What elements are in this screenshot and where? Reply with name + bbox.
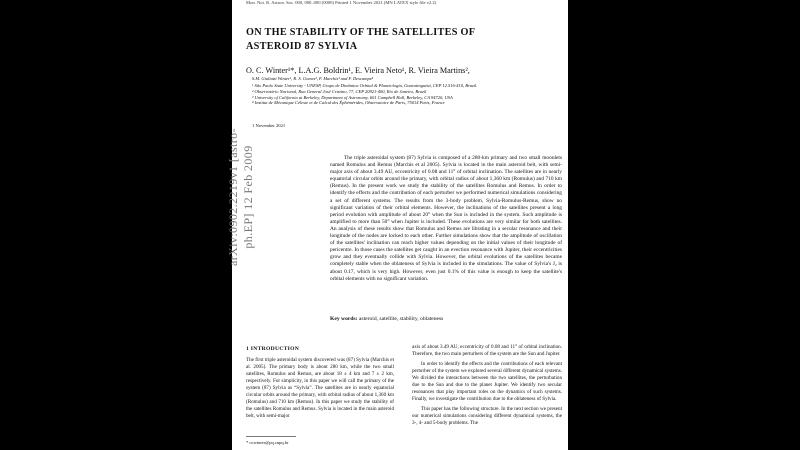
date-line: 1 November 2021 [252, 123, 286, 128]
footnote-email: * ocwinter@pq.cnpq.br [246, 440, 289, 445]
affiliations [252, 83, 477, 106]
right-column [412, 344, 562, 430]
title-line-2: ASTEROID 87 SYLVIA [246, 41, 358, 52]
arxiv-sidebar-label: arXiv:0902.2219v1 [astro-ph.EP] 12 Feb 2009 [226, 128, 255, 266]
intro-paragraph-3: This paper has the following structure. In the next section we present our numerical simulations considering different dynamical systems, the 3-, 4- and 5-body problems. The [412, 406, 562, 426]
paper-title [246, 26, 475, 54]
paper-page [226, 0, 568, 450]
coauthor-list: S.M. Giuliatti Winter¹, R. S. Gomes², F. Marchis³ and F. Descamps⁴ [252, 76, 374, 81]
section-heading-introduction: 1 INTRODUCTION [246, 346, 300, 352]
keywords-label: Key words: [330, 316, 358, 322]
intro-paragraph-2: In order to identify the effects and the contributions of each relevant perturber of the system we explored several different dynamical systems. We divided the interactions between the two satellites, the perturbation due to the Sun and due to the planet Jupiter. We identify two secular resonances that play important roles on the dynamics of such systems. Finally, we investigate the contribution due to the oblateness of Sylvia. [412, 361, 562, 402]
intro-paragraph-1: The first triple asteroidal system discovered was (87) Sylvia (Marchis et al. 2005). The primary body is about 280 km, while the two small satellites, Romulus and Remus, are about 18 ± 4 km and 7 ± 2 km, respectively. For simplicity, in this paper we will call the primary of the system (87) Sylvia as “Sylvia”. The satellites are in nearly equatorial circular orbits around the primary, with orbital radius of about 1,360 km (Romulus) and 710 km (Remus). In this paper we study the stability of the satellites Romulus and Remus. Sylvia is located in the main asteroid belt, with semi-major [246, 357, 394, 419]
affiliation-3: ³ University of California at Berkeley, Department of Astronomy, 601 Campbell Hall, Berkeley, CA 94720, USA [252, 94, 453, 100]
intro-paragraph-continued: axis of about 3.49 AU, eccentricity of 0.08 and 11° of orbital inclination. Therefore, the two main perturbers of the system are the Sun and Jupiter. [412, 344, 562, 357]
affiliation-2: ² Observatório Nacional, Rua General José Cristino, 77, CEP 20921-400, Rio de Janeiro, Brazil [252, 88, 427, 94]
keywords-text: asteroid, satellite, stability, oblateness [358, 316, 444, 322]
title-line-1: ON THE STABILITY OF THE SATELLITES OF [246, 27, 476, 38]
affiliation-4: ⁴ Institut de Mécanique Céleste et de Calcul des Éphémérides, Observatoire de Paris, 75014 Paris, France [252, 100, 445, 106]
journal-header: Mon. Not. R. Astron. Soc. 000, 000–000 (0000) Printed 1 November 2021 (MN LATEX style file v2.2) [246, 0, 437, 5]
affiliation-1: ¹ São Paulo State University - UNESP, Grupo de Dinâmica Orbital & Planetologia, Guaratinguetá, CEP 12.516-410, Brazil. [252, 83, 478, 88]
left-column [246, 357, 394, 423]
footnote-rule [246, 436, 296, 437]
author-list: O. C. Winter¹*, L.A.G. Boldrin¹, E. Vieira Neto¹, R. Vieira Martins², [246, 66, 470, 75]
keywords [330, 316, 443, 322]
abstract: The triple asteroidal system (87) Sylvia is composed of a 280-km primary and two small moonlets named Romulus and Remus (Marchis et al 2005). Sylvia is located in the main asteroid belt, with semi-major axis of about 3.49 AU, eccentricity of 0.08 and 11° of orbital inclination. The satellites are in nearly equatorial circular orbits around the primary, with orbital radius of about 1,360 km (Romulus) and 710 km (Remus). In the present work we study the stability of the satellites Romulus and Remus. In order to identify the effects and the contribution of each perturber we performed numerical simulations considering a set of different systems. The results from the 3-body problem, Sylvia-Romulus-Remus, show no significant variation of their orbital elements. However, the inclinations of the satellites present a long period evolution with amplitude of about 20° when the Sun is included in the system. Such amplitude is amplified to more than 50° when Jupiter is included. These evolutions are very similar for both satellites. An analysis of these results show that Romulus and Remus are librating in a secular resonance and their longitude of the nodes are locked to each other. Further simulations show that the amplitude of oscillation of the satellites' inclination can reach higher values depending on the initial values of their longitude of pericentre. In those cases the satellites get caught in an evection resonance with Jupiter, their eccentricities grow and they eventually collide with Sylvia. However, the orbital evolutions of the satellites became completely stable when the oblateness of Sylvia is included in the simulations. The value of Sylvia's J₂ is about 0.17, which is very high. However, even just 0.1% of this value is enough to keep the satellite's orbital elements with no significant variation. [330, 155, 562, 282]
